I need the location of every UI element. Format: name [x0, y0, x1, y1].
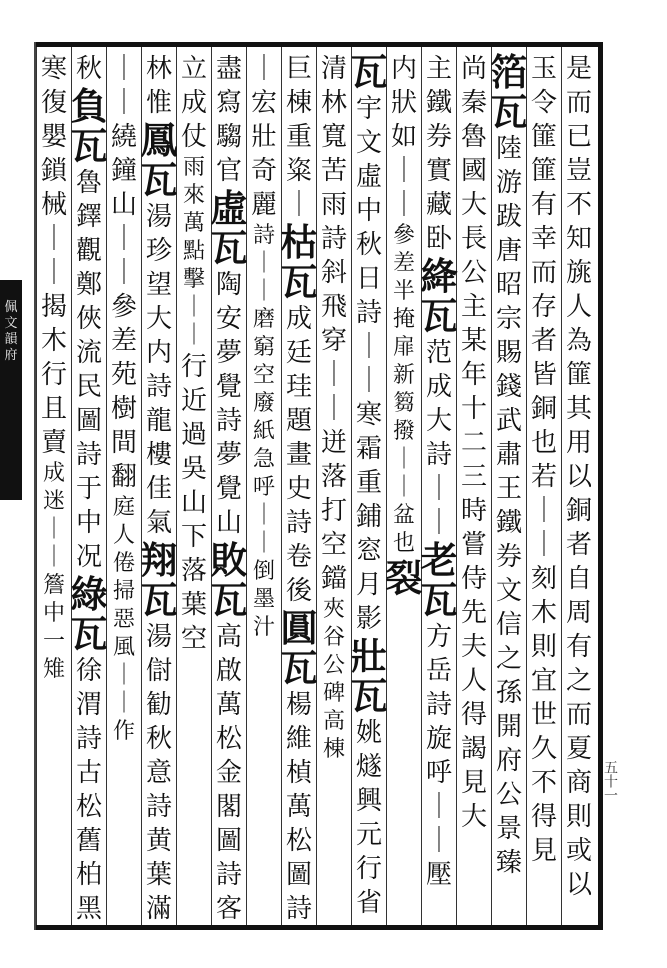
body-text: ｜ ｜	[110, 54, 137, 118]
entry-headword: 虛 瓦	[210, 186, 248, 270]
leaf-number: 五十一	[602, 760, 618, 802]
entry-headword: 枯 瓦	[280, 220, 318, 304]
body-text: 成 廷 珪 題 畫 史 詩 卷 後	[285, 304, 312, 606]
entry-headword: 箔 瓦	[490, 52, 528, 134]
body-text: ｜ 宏 壯 奇 麗	[250, 54, 277, 220]
body-text: 林 惟	[145, 54, 172, 118]
body-text: 盡 寫 騶 官	[215, 54, 242, 186]
entry-headword: 鳳 瓦	[140, 118, 178, 202]
body-text: 清 林 寬 苦 雨 詩 斜 飛 穿 ｜ ｜ 迸 落 打 空 鐺	[320, 54, 347, 594]
body-text: 玉 令 篚 篚 有 幸 而 存 者 皆 銅 也 若 ｜ ｜ 刻 木 則 宜 世 久 不 得 見	[530, 54, 557, 866]
body-text: 范 成 大 詩 ｜ ｜	[425, 338, 452, 538]
body-text: 魯 鐸 觀 鄭 俠 流 民 圖 詩 于 中 况	[75, 168, 102, 572]
body-text: 陸 游 跋 唐 昭 宗 賜 錢 武 肅 王 鐵 券 文 信 之 孫 開 府 公 景 臻	[495, 134, 522, 878]
body-text: 内 狀 如 ｜ ｜	[390, 54, 417, 220]
entry-headword: 老 瓦	[420, 538, 458, 622]
body-text: 高 啟 萬 松 金 閣 圖 詩 客	[215, 622, 242, 922]
annotation-text: 庭 人 倦 掃 惡 風 ｜ ｜ 作	[112, 495, 135, 744]
annotation-text: 詩 ｜ ｜ 磨 窮 空 廢 紙	[252, 223, 275, 444]
body-text: 巨 棟 重 粢 ｜	[285, 54, 312, 220]
body-text: 楊 維 楨 萬 松 圖 詩	[285, 690, 312, 922]
body-text: 姚 燧 興 元 行 省	[355, 718, 382, 918]
body-text: 秋	[75, 54, 102, 84]
entry-headword: 瓦	[350, 52, 388, 94]
body-text: 陶 安 夢 覺 詩 夢 覺 山	[215, 270, 242, 538]
entry-headword: 負 瓦	[70, 84, 108, 168]
annotation-text: 雨 來 萬 點 擊 ｜ ｜	[182, 155, 205, 348]
body-text: 湯 珍 望 大 内 詩 龍 樓 佳 氣	[145, 202, 172, 538]
entry-headword: 圓 瓦	[280, 606, 318, 690]
body-text: 尚 秦 魯 國 大 長 公 主 某 年 十 二 三 時 嘗 侍 先 夫 人 得 謁 見 大	[460, 54, 487, 832]
text-column	[33, 52, 75, 922]
body-text: 立 成 仗	[180, 54, 207, 152]
margin-label: 佩文韻府	[4, 300, 18, 363]
entry-headword: 壯 瓦	[350, 634, 388, 718]
entry-headword: 裂	[385, 556, 423, 600]
body-text: 主 鐵 券 實 藏 卧	[425, 54, 452, 254]
annotation-text: 新 篘 撥 ｜ ｜ 盆 也	[392, 363, 415, 556]
body-text: 繞 鐘 山 ｜ ｜ 參 差 苑 樹 間 翻	[110, 122, 137, 492]
body-text: 湯 傠 勧 秋 意 詩 黄 葉 滿	[145, 622, 172, 922]
frame-top-border	[34, 42, 600, 47]
annotation-text: 夾 谷 公 碑 高 棟	[322, 597, 345, 762]
body-text: 徐 渭 詩 古 松 舊 柏 黑	[75, 656, 102, 922]
entry-headword: 絳 瓦	[420, 254, 458, 338]
entry-headword: 綠 瓦	[70, 572, 108, 656]
body-text: 方 岳 詩 旋 呼 ｜ ｜ 壓	[425, 622, 452, 890]
annotation-text: 急 呼 ｜ ｜ 倒 墨 汁	[252, 447, 275, 640]
entry-headword: 翔 瓦	[140, 538, 178, 622]
frame-bottom-border	[34, 925, 603, 930]
body-text: 是 而 已 豈 不 知 旐 人 為 篚 其 用 以 銅 者 自 周 有 之 而 夏 商 則 或 以	[565, 54, 592, 900]
annotation-text: 參 差 半 掩 扉	[392, 223, 415, 360]
annotation-text: 成 迷 ｜ ｜ 簷 中 一 雉	[42, 461, 65, 682]
entry-headword: 敗 瓦	[210, 538, 248, 622]
body-text: 復 嬰 鎖 械 ｜ ｜ 揭 木 行 且 賣	[40, 88, 67, 458]
body-text: 行 近 過 吳 山 下 落 葉 空	[180, 352, 207, 654]
body-text: 宇 文 虛 中 秋 日 詩 ｜ ｜ 寒 霜 重 鋪 窓 月 影	[355, 94, 382, 634]
body-text: 寒	[40, 54, 67, 84]
